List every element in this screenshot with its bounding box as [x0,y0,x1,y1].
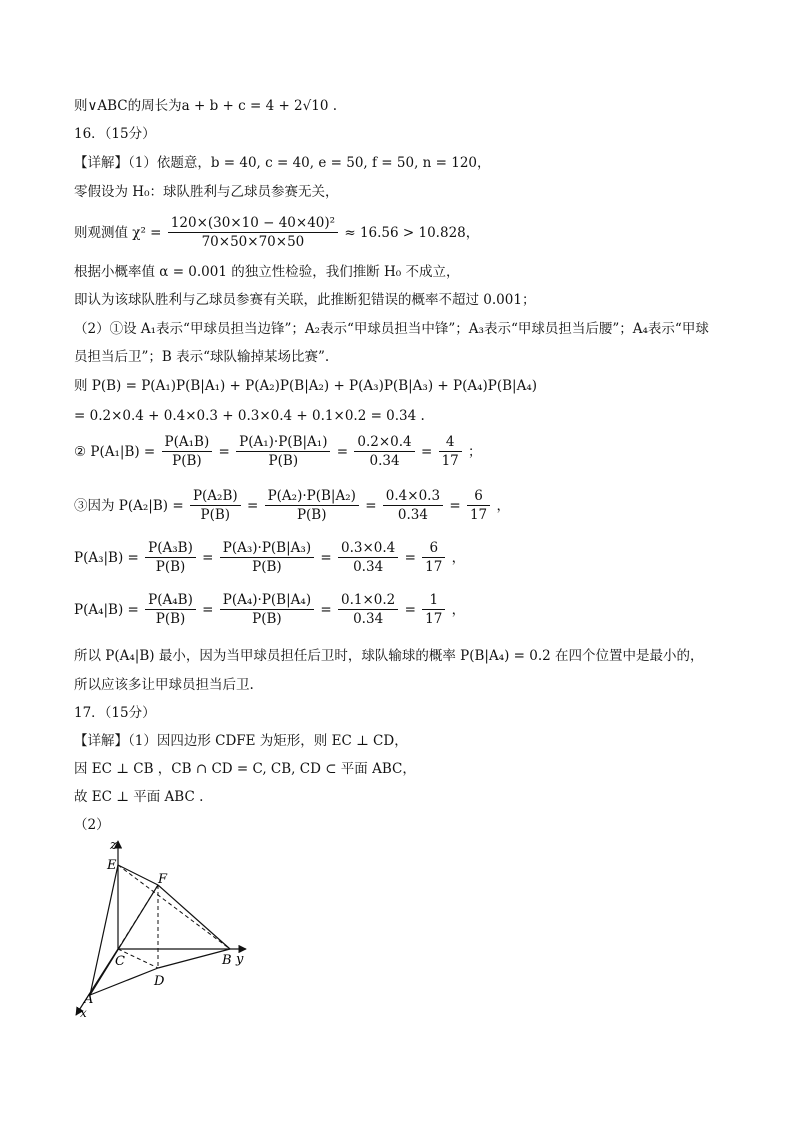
label-C: C [115,954,125,969]
q17-detail-3: 故 EC ⊥ 平面 ABC . [74,789,204,805]
q17-part2: （2） [74,817,110,833]
total-probability: 则 P(B) = P(A₁)P(B|A₁) + P(A₂)P(B|A₂) + P(A₃)P(B|A₃) + P(A₄)P(B|A₄) [74,378,538,394]
edge-EF [118,865,158,885]
q16-detail-1: 【详解】（1）依题意，b = 40, c = 40, e = 50, f = 50, n = 120， [74,155,491,171]
null-hypothesis: 零假设为 H₀：球队胜利与乙球员参赛无关， [74,184,339,200]
edge-FB [158,885,230,949]
label-E: E [107,858,117,873]
label-y: y [236,952,244,967]
posterior-a3: P(A₃|B) = $\frac{\text{P(A₃B)}}{P(B)}$ = $\frac{\text{P(A₃)·P(B|A₃)}}{P(B)}$ = $\frac{0.3\times 0.4}{0.34}$ = $\frac{6}{17}$ ， [74,540,466,575]
chi-square-line: 则观测值 χ² = $\frac{\text{120×(30×10 − 40×40)²}}{70\times 50\times 70\times 50}$ ≈ 16.56 > 10.828， [74,215,480,250]
conclusion-2: 所以 P(A₄|B) 最小，因为当甲球员担任后卫时，球队输球的概率 P(B|A₄) = 0.2 在四个位置中是最小的， [74,648,704,664]
q16-heading: 16．（15分） [74,126,156,142]
total-probability-value: = 0.2×0.4 + 0.4×0.3 + 0.3×0.4 + 0.1×0.2 = 0.34 . [74,408,425,424]
edge-EB [118,865,230,949]
edge-AD [90,968,158,995]
edge-DB [158,949,230,968]
posterior-a1: ② P(A₁|B) = $\frac{\text{P(A₁B)}}{P(B)}$ = $\frac{\text{P(A₁)·P(B|A₁)}}{P(B)}$ = $\frac{0.2\times 0.4}{0.34}$ = $\frac{4}{17}$ ； [74,434,482,469]
q17-heading: 17．（15分） [74,705,156,721]
label-B: B [222,953,232,968]
conclusion-1: 即认为该球队胜利与乙球员参赛有关联，此推断犯错误的概率不超过 0.001； [74,292,536,308]
edge-EA [90,865,118,995]
label-x: x [80,1006,87,1020]
geometry-figure [70,835,260,1020]
posterior-a4: P(A₄|B) = $\frac{\text{P(A₄B)}}{P(B)}$ = $\frac{\text{P(A₄)·P(B|A₄)}}{P(B)}$ = $\frac{0.1\times 0.2}{0.34}$ = $\frac{1}{17}$ ， [74,592,466,627]
posterior-a2: ③因为 P(A₂|B) = $\frac{\text{P(A₂B)}}{P(B)}$ = $\frac{\text{P(A₂)·P(B|A₂)}}{P(B)}$ = $\frac{0.4\times 0.3}{0.34}$ = $\frac{6}{17}$ ， [74,488,510,523]
chi-square-fraction: $\frac{\text{120×(30×10 − 40×40)²}}{70\times 50\times 70\times 50}$ [168,214,338,251]
part2-def-1: （2）①设 A₁表示“甲球员担当边锋”；A₂表示“甲球员担当中锋”；A₃表示“甲球员担当后腰”；A₄表示“甲球 [74,321,709,337]
conclusion-3: 所以应该多让甲球员担当后卫. [74,677,254,693]
line-perimeter: 则∨ABC的周长为a + b + c = 4 + 2√10 . [74,98,337,114]
independence-test: 根据小概率值 α = 0.001 的独立性检验，我们推断 H₀ 不成立， [74,264,460,280]
label-D: D [154,974,165,989]
label-A: A [84,992,94,1007]
q17-detail-2: 因 EC ⊥ CB ，CB ∩ CD = C, CB, CD ⊂ 平面 ABC， [74,761,416,777]
part2-def-2: 员担当后卫”；B 表示“球队输掉某场比赛”. [74,349,330,365]
label-z: z [110,838,117,853]
label-F: F [158,872,168,887]
q17-detail-1: 【详解】（1）因四边形 CDFE 为矩形，则 EC ⊥ CD， [74,733,408,749]
